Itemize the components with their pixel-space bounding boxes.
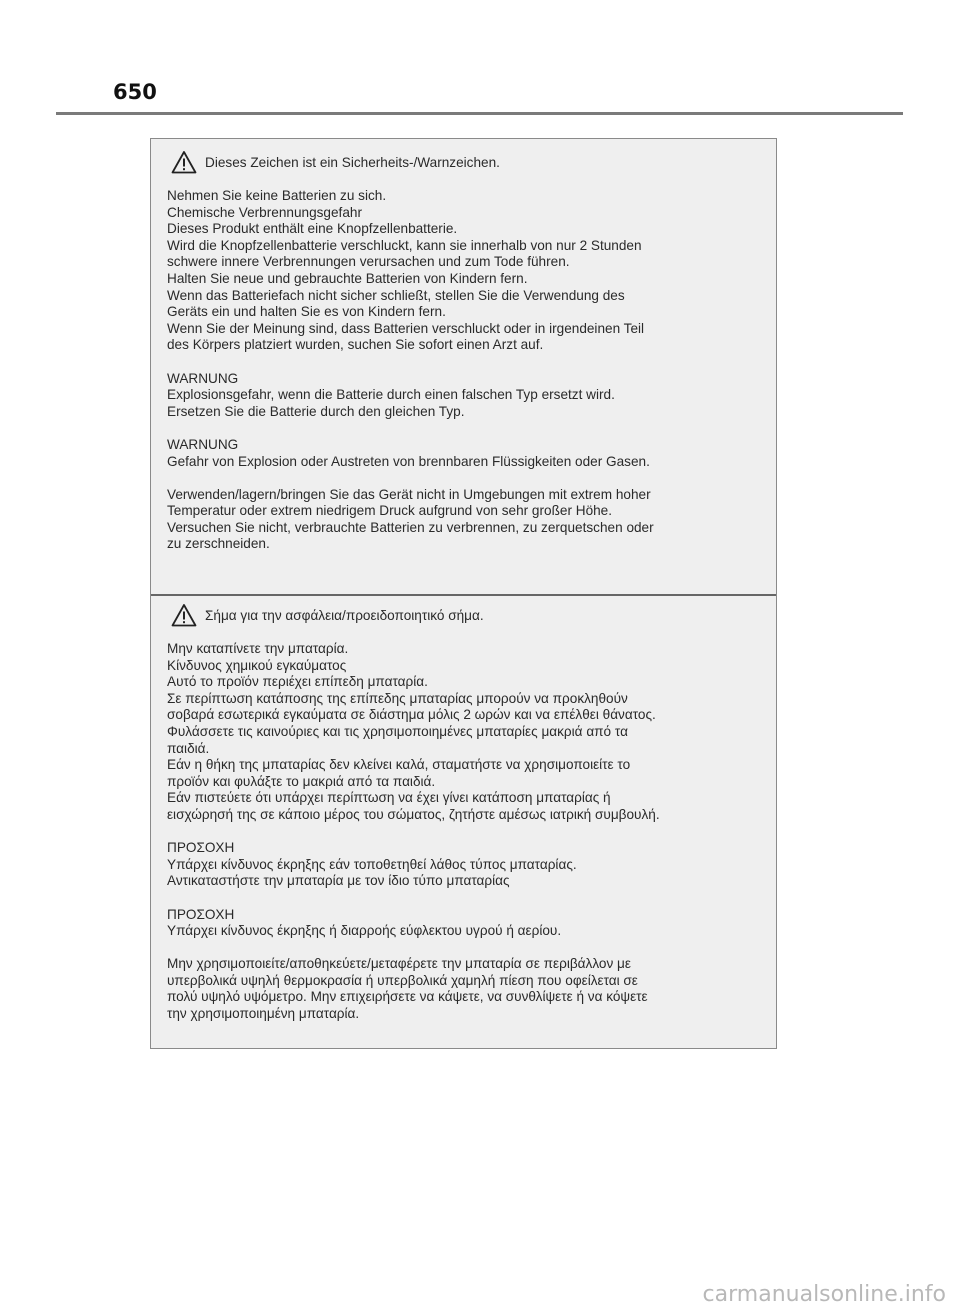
text-line: zu zerschneiden. [167,536,270,552]
greek-header [167,600,760,630]
text-line: Μην καταπίνετε την μπαταρία. [167,641,349,656]
german-text [167,188,760,553]
text-line: Κίνδυνος χημικού εγκαύματος [167,657,347,673]
battery-safety-notice [150,138,777,1049]
warning-triangle-icon [171,603,197,627]
text-line: WARNUNG [167,370,239,386]
text-line: schwere innere Verbrennungen verursachen und zum Tode führen. [167,254,570,270]
text-line: σοβαρά εσωτερικά εγκαύματα σε διάστημα μόλις 2 ωρών και να επέλθει θάνατος. [167,707,656,723]
text-line: Halten Sie neue und gebrauchte Batterien von Kindern fern. [167,270,528,286]
text-line: Nehmen Sie keine Batterien zu sich. [167,188,387,203]
greek-text [167,641,760,1023]
text-line: Geräts ein und halten Sie es von Kindern fern. [167,304,446,320]
text-line: Υπάρχει κίνδυνος έκρηξης ή διαρροής εύφλεκτου υγρού ή αερίου. [167,923,562,939]
greek-header-text: Σήμα για την ασφάλεια/προειδοποιητικό σήμα. [205,607,484,623]
warning-triangle-icon [171,150,197,174]
text-line: Gefahr von Explosion oder Austreten von brennbaren Flüssigkeiten oder Gasen. [167,453,650,469]
text-line: εισχώρησή της σε κάποιο μέρος του σώματος, ζητήστε αμέσως ιατρική συμβουλή. [167,806,660,822]
text-line: υπερβολικά υψηλή θερμοκρασία ή υπερβολικά χαμηλή πίεση που οφείλεται σε [167,972,638,988]
german-warning-section [151,139,776,594]
text-line: Explosionsgefahr, wenn die Batterie durch einen falschen Typ ersetzt wird. [167,387,615,403]
text-line: Wenn das Batteriefach nicht sicher schließt, stellen Sie die Verwendung des [167,287,625,303]
text-line: προϊόν και φυλάξτε το μακριά από τα παιδιά. [167,773,436,789]
text-line: Εάν πιστεύετε ότι υπάρχει περίπτωση να έχει γίνει κατάποση μπαταρίας ή [167,790,611,806]
paragraph-gap [167,940,760,957]
greek-warning-section [151,594,776,1048]
paragraph-gap [167,824,760,841]
text-line: WARNUNG [167,436,239,452]
text-line: Φυλάσσετε τις καινούριες και τις χρησιμοποιημένες μπαταρίες μακριά από τα [167,723,628,739]
text-line: Versuchen Sie nicht, verbrauchte Batterien zu verbrennen, zu zerquetschen oder [167,519,654,535]
text-line: Dieses Produkt enthält eine Knopfzellenbatterie. [167,221,458,237]
text-line: πολύ υψηλό υψόμετρο. Μην επιχειρήσετε να κάψετε, να συνθλίψετε ή να κόψετε [167,989,648,1005]
german-header-text: Dieses Zeichen ist ein Sicherheits-/Warnzeichen. [205,154,500,170]
text-line: Temperatur oder extrem niedrigem Druck aufgrund von sehr großer Höhe. [167,503,613,519]
text-line: την χρησιμοποιημένη μπαταρία. [167,1006,360,1022]
text-line: Ersetzen Sie die Batterie durch den gleichen Typ. [167,403,465,419]
page-number: 650 [113,80,157,104]
text-line: Σε περίπτωση κατάποσης της επίπεδης μπαταρίας μπορούν να προκληθούν [167,690,628,706]
watermark: carmanualsonline.info [702,1282,946,1307]
text-line: Chemische Verbrennungsgefahr [167,204,362,220]
text-line: Αντικαταστήστε την μπαταρία με τον ίδιο τύπο μπαταρίας [167,873,510,889]
text-line: ΠΡΟΣΟΧΗ [167,840,235,856]
text-line: Wenn Sie der Meinung sind, dass Batterien verschluckt oder in irgendeinen Teil [167,320,645,336]
text-line: des Körpers platziert wurden, suchen Sie sofort einen Arzt auf. [167,337,544,353]
text-line: Wird die Knopfzellenbatterie verschluckt, kann sie innerhalb von nur 2 Stunden [167,237,642,253]
german-header [167,147,760,177]
paragraph-gap [167,890,760,907]
text-line: Μην χρησιμοποιείτε/αποθηκεύετε/μεταφέρετε την μπαταρία σε περιβάλλον με [167,956,631,972]
paragraph-gap [167,354,760,371]
paragraph-gap [167,420,760,437]
header-rule [56,112,903,115]
text-line: παιδιά. [167,740,210,756]
text-line: Verwenden/lagern/bringen Sie das Gerät nicht in Umgebungen mit extrem hoher [167,486,651,502]
text-line: ΠΡΟΣΟΧΗ [167,906,235,922]
text-line: Αυτό το προϊόν περιέχει επίπεδη μπαταρία. [167,674,428,690]
text-line: Υπάρχει κίνδυνος έκρηξης εάν τοποθετηθεί λάθος τύπος μπαταρίας. [167,856,577,872]
paragraph-gap [167,470,760,487]
text-line: Εάν η θήκη της μπαταρίας δεν κλείνει καλά, σταματήστε να χρησιμοποιείτε το [167,757,631,773]
